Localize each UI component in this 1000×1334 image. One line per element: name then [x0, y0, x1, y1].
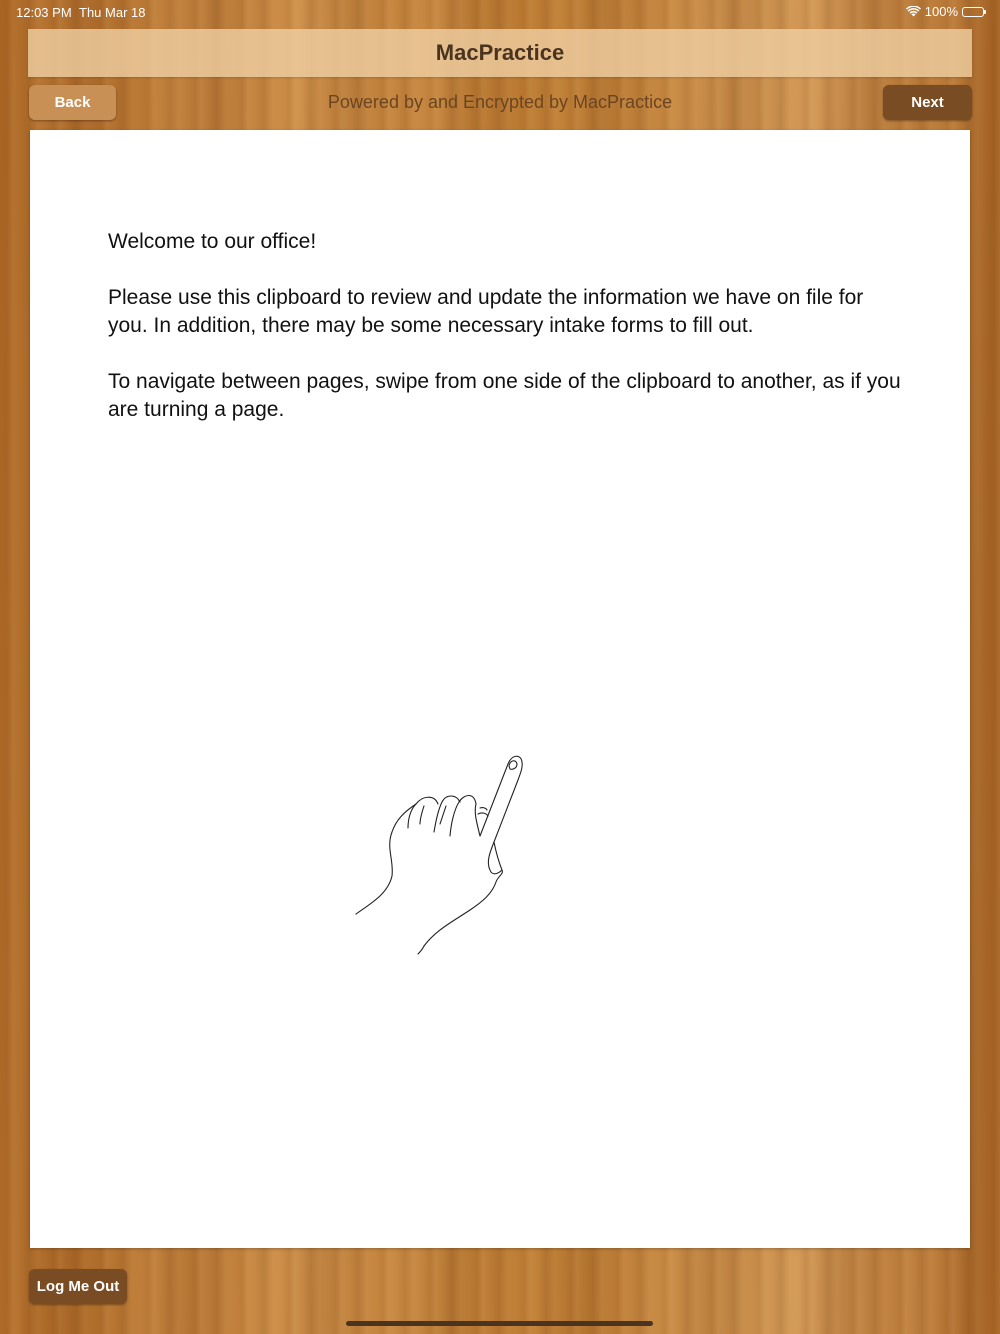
- status-bar: [0, 0, 1000, 24]
- status-date: Thu Mar 18: [79, 5, 146, 20]
- instructions-text: Please use this clipboard to review and update the information we have on file for you. In addition, there may be some necessary intake forms to fill out.: [108, 286, 864, 337]
- battery-percent: 100%: [924, 4, 958, 19]
- status-right: [906, 4, 984, 19]
- next-button[interactable]: Next: [883, 85, 972, 120]
- wifi-icon: [906, 6, 921, 17]
- page-content: [108, 228, 908, 452]
- page-title: MacPractice: [435, 40, 565, 65]
- status-time: 12:03 PM: [16, 5, 72, 20]
- powered-by-text: Powered by and Encrypted by MacPractice: [327, 92, 673, 112]
- navigation-text: To navigate between pages, swipe from one side of the clipboard to another, as if you are turning a page.: [108, 370, 901, 421]
- swipe-hand-icon: [326, 724, 536, 964]
- welcome-text: Welcome to our office!: [108, 230, 317, 253]
- home-indicator[interactable]: [346, 1321, 653, 1326]
- title-bar: [28, 29, 972, 77]
- clipboard-page[interactable]: [30, 130, 970, 1248]
- log-me-out-button[interactable]: Log Me Out: [29, 1269, 127, 1304]
- back-button[interactable]: Back: [29, 85, 116, 120]
- battery-icon: [962, 7, 984, 17]
